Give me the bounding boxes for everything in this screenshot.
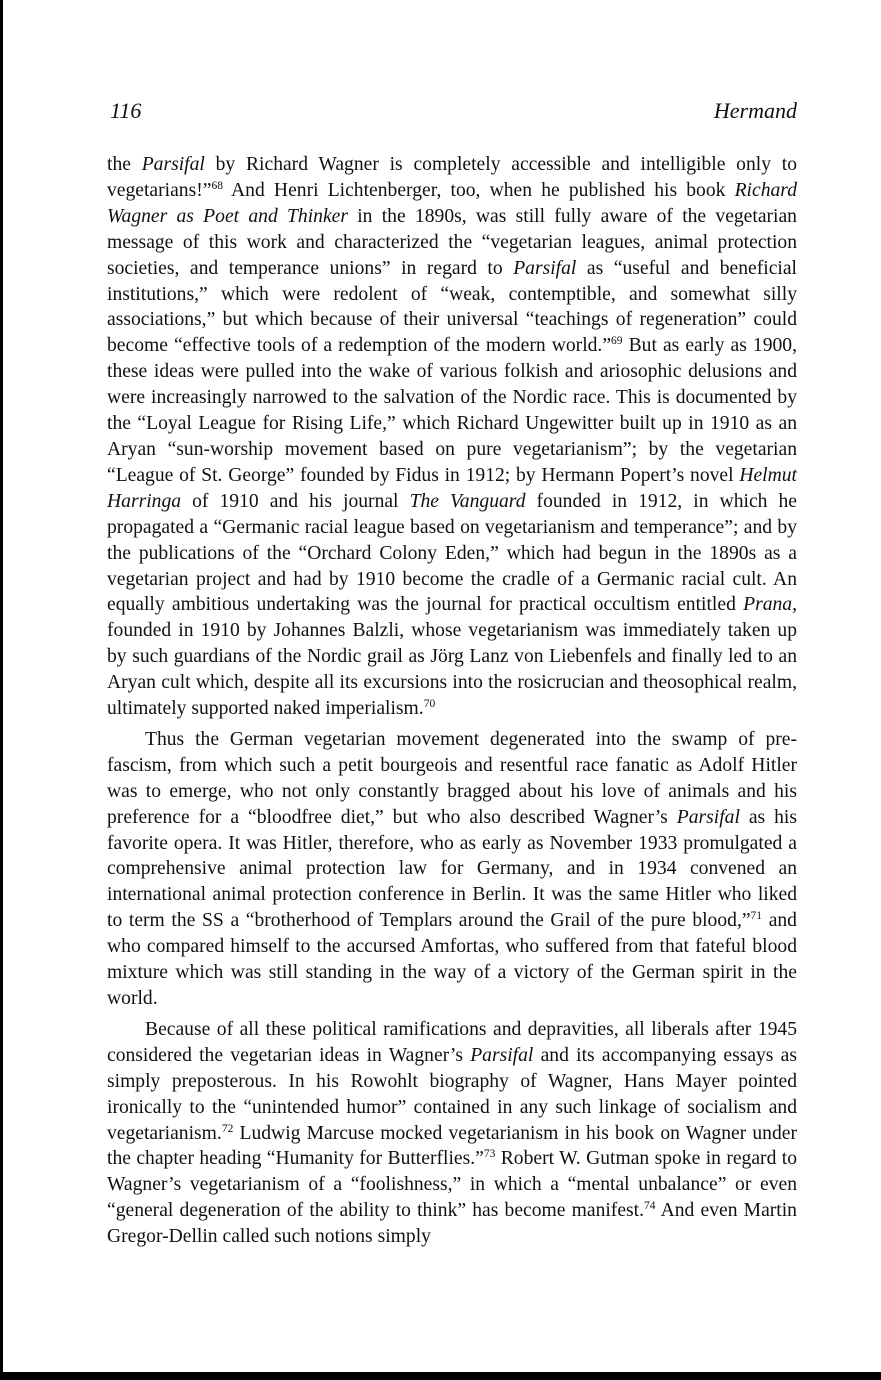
page-header (110, 98, 797, 128)
text-run: founded in 1912, in which he propagated a “Germanic racial league based on vegetarianism and temperance”; and by the publications of the “Orchard Colony Eden,” which had begun in the 1890s as a vegetarian project and had by 1910 become the cradle of a Germanic racial cult. An equally ambitious undertaking was the journal for practical occultism entitled (107, 490, 798, 616)
italic-text: Parsifal (470, 1044, 534, 1066)
italic-text: Parsifal (676, 806, 740, 828)
text-run: Robert W. Gutman spoke in regard to Wagner’s vegetarianism of a “foolishness,” in which a “mental unbalance” or even “general degeneration of the ability to think” has become manifest. (107, 1148, 797, 1222)
body-text (107, 152, 797, 1250)
running-head: Hermand (713, 98, 797, 123)
footnote-ref: 71 (750, 910, 763, 923)
text-run: Thus the German vegetarian movement degenerated into the swamp of pre-fascism, from which such a petit bourgeois and resentful race fanatic as Adolf Hitler was to emerge, who not only constantly bragged about his love of animals and his preference for a “bloodfree diet,” but who also described Wagner’s (107, 728, 797, 828)
text-run: And Henri Lichtenberger, too, when he published his book (222, 179, 735, 201)
footnote-ref: 74 (644, 1200, 656, 1213)
text-run: by Richard Wagner is completely accessible and intelligible only to vegetarians!” (107, 154, 797, 201)
text-run: And even Martin Gregor-Dellin called such notions simply (107, 1200, 797, 1248)
paragraph-3 (107, 1017, 797, 1250)
italic-text: Prana, (743, 594, 797, 616)
text-run: But as early as 1900, these ideas were pulled into the wake of various folkish and ariosophic delusions and were increasingly narrowed to the salvation of the Nordic race. This is documented by the “Loyal League for Rising Life,” which Richard Ungewitter built up in 1910 as an Aryan “sun-worship movement based on pure vegetarianism”; by the vegetarian “League of St. George” founded by Fidus in 1912; by Hermann Popert’s novel (107, 335, 797, 486)
text-run: founded in 1910 by Johannes Balzli, whose vegetarianism was immediately taken up by such guardians of the Nordic grail as Jörg Lanz von Liebenfels and finally led to an Aryan cult which, despite all its excursions into the rosicrucian and theosophical realm, ultimately supported naked imperialism. (107, 620, 797, 720)
text-run: the (107, 154, 142, 175)
italic-text: Parsifal (141, 154, 205, 175)
text-run: in the 1890s, was still fully aware of the vegetarian message of this work and characterized the “vegetarian leagues, animal protection societies, and temperance unions” in regard to (107, 205, 797, 279)
italic-text: Parsifal (513, 257, 577, 279)
italic-text: The Vanguard (409, 490, 526, 512)
text-run: and who compared himself to the accursed Amfortas, who suffered from that fateful blood mixture which was still standing in the way of a victory of the German spirit in the world. (107, 910, 797, 1009)
text-run: Because of all these political ramifications and depravities, all liberals after 1945 considered the vegetarian ideas in Wagner’s (107, 1018, 797, 1066)
page-number: 116 (110, 98, 142, 123)
footnote-ref: 72 (221, 1122, 234, 1135)
text-run: of 1910 and his journal (181, 490, 410, 512)
italic-text: Richard Wagner as Poet and Thinker (107, 179, 797, 227)
text-run: and its accompanying essays as simply preposterous. In his Rowohlt biography of Wagner, Hans Mayer pointed ironically to the “unintended humor” contained in any such linkage of socialism and vegetarianism. (107, 1044, 797, 1144)
footnote-ref: 69 (611, 335, 623, 348)
text-run: as “useful and beneficial institutions,” which were redolent of “weak, contemptible, and somewhat silly associations,” but which because of their universal “teachings of regeneration” could become “effective tools of a redemption of the modern world.” (107, 257, 797, 357)
text-run: Ludwig Marcuse mocked vegetarianism in his book on Wagner under the chapter heading “Humanity for Butterflies.” (107, 1122, 797, 1170)
italic-text: Helmut Harringa (107, 464, 797, 512)
text-run: as his favorite opera. It was Hitler, therefore, who as early as November 1933 promulgated a comprehensive animal protection law for Germany, and in 1934 convened an international animal protection conference in Berlin. It was the same Hitler who liked to term the SS a “brotherhood of Templars around the Grail of the pure blood,” (107, 806, 797, 932)
footnote-ref: 70 (423, 698, 436, 711)
paragraph-1 (107, 152, 797, 722)
footnote-ref: 73 (483, 1148, 496, 1161)
paragraph-2 (107, 727, 797, 1012)
footnote-ref: 68 (211, 179, 223, 192)
